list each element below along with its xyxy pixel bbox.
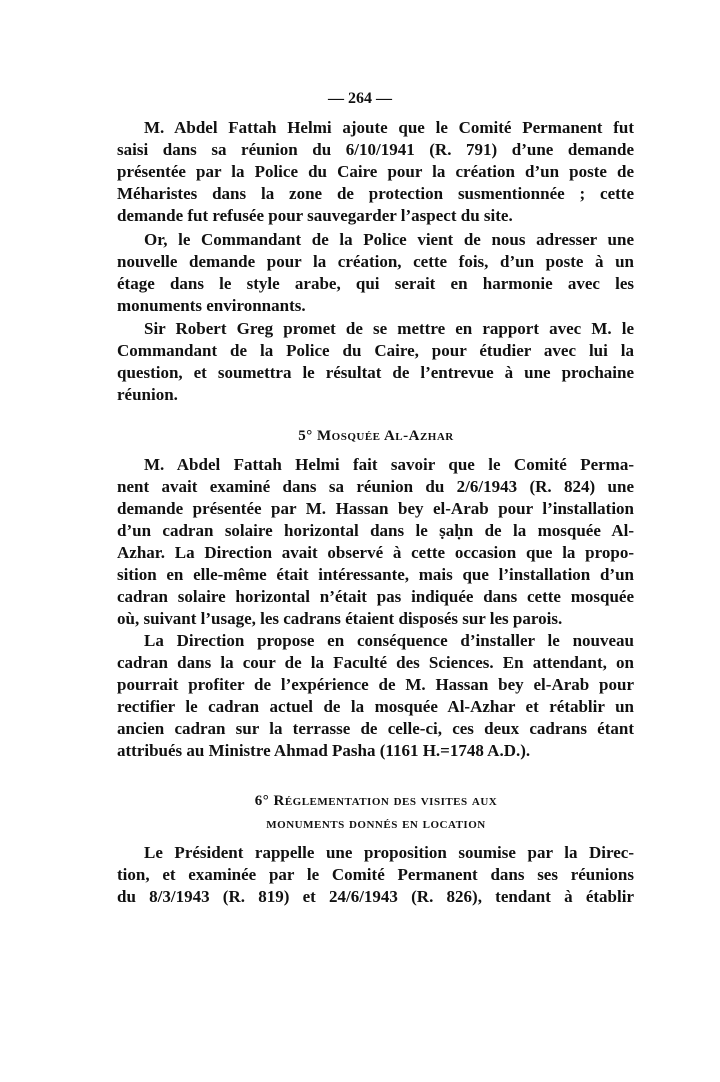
text-line: Commandant de la Police du Caire, pour étudier avec lui la	[117, 341, 634, 360]
text-line: où, suivant l’usage, les cadrans étaient disposés sur les parois.	[117, 609, 563, 628]
text-line: attribués au Ministre Ahmad Pasha (1161 H.=1748 A.D.).	[117, 741, 531, 760]
text-line: saisi dans sa réunion du 6/10/1941 (R. 791) d’une demande	[117, 140, 634, 159]
section-heading-5: 5° Mosquée Al-Azhar	[298, 428, 454, 444]
text-line: ancien cadran sur la terrasse de celle-ci, ces deux cadrans étant	[117, 719, 634, 738]
text-line: tion, et examinée par le Comité Permanent dans ses réunions	[117, 865, 634, 884]
text-line: monuments environnants.	[117, 296, 306, 315]
text-line: cadran solaire horizontal n’était pas indiquée dans cette mosquée	[117, 587, 634, 606]
section-heading-6-line2: monuments donnés en location	[266, 816, 486, 832]
section-heading-6-line1: 6° Réglementation des visites aux	[254, 793, 498, 809]
text-line: Sir Robert Greg promet de se mettre en rapport avec M. le	[144, 319, 634, 338]
text-line: cadran dans la cour de la Faculté des Sciences. En attendant, on	[117, 653, 634, 672]
text-line: nouvelle demande pour la création, cette fois, d’un poste à un	[117, 252, 634, 271]
text-line: réunion.	[117, 385, 178, 404]
text-line: question, et soumettra le résultat de l’entrevue à une prochaine	[117, 363, 634, 382]
text-line: M. Abdel Fattah Helmi ajoute que le Comité Permanent fut	[144, 118, 634, 137]
text-line: La Direction propose en conséquence d’installer le nouveau	[144, 631, 634, 650]
page-number: — 264 —	[328, 90, 392, 107]
text-line: M. Abdel Fattah Helmi fait savoir que le Comité Perma-	[144, 455, 634, 474]
text-line: Azhar. La Direction avait observé à cette occasion que la propo-	[117, 543, 634, 562]
text-line: étage dans le style arabe, qui serait en harmonie avec les	[117, 274, 634, 293]
text-line: sition en elle-même était intéressante, mais que l’installation d’un	[117, 565, 634, 584]
text-line: du 8/3/1943 (R. 819) et 24/6/1943 (R. 826), tendant à établir	[117, 887, 634, 906]
text-line: d’un cadran solaire horizontal dans le ṣaḥn de la mosquée Al-	[117, 521, 634, 540]
text-line: Le Président rappelle une proposition soumise par la Direc-	[144, 843, 634, 862]
text-line: Or, le Commandant de la Police vient de nous adresser une	[144, 230, 634, 249]
text-line: demande présentée par M. Hassan bey el-Arab pour l’installation	[117, 499, 634, 518]
text-line: demande fut refusée pour sauvegarder l’aspect du site.	[117, 206, 513, 225]
text-line: Méharistes dans la zone de protection susmentionnée ; cette	[117, 184, 634, 203]
text-line: rectifier le cadran actuel de la mosquée Al-Azhar et rétablir un	[117, 697, 634, 716]
text-line: pourrait profiter de l’expérience de M. Hassan bey el-Arab pour	[117, 675, 634, 694]
text-line: présentée par la Police du Caire pour la création d’un poste de	[117, 162, 634, 181]
text-line: nent avait examiné dans sa réunion du 2/6/1943 (R. 824) une	[117, 477, 634, 496]
